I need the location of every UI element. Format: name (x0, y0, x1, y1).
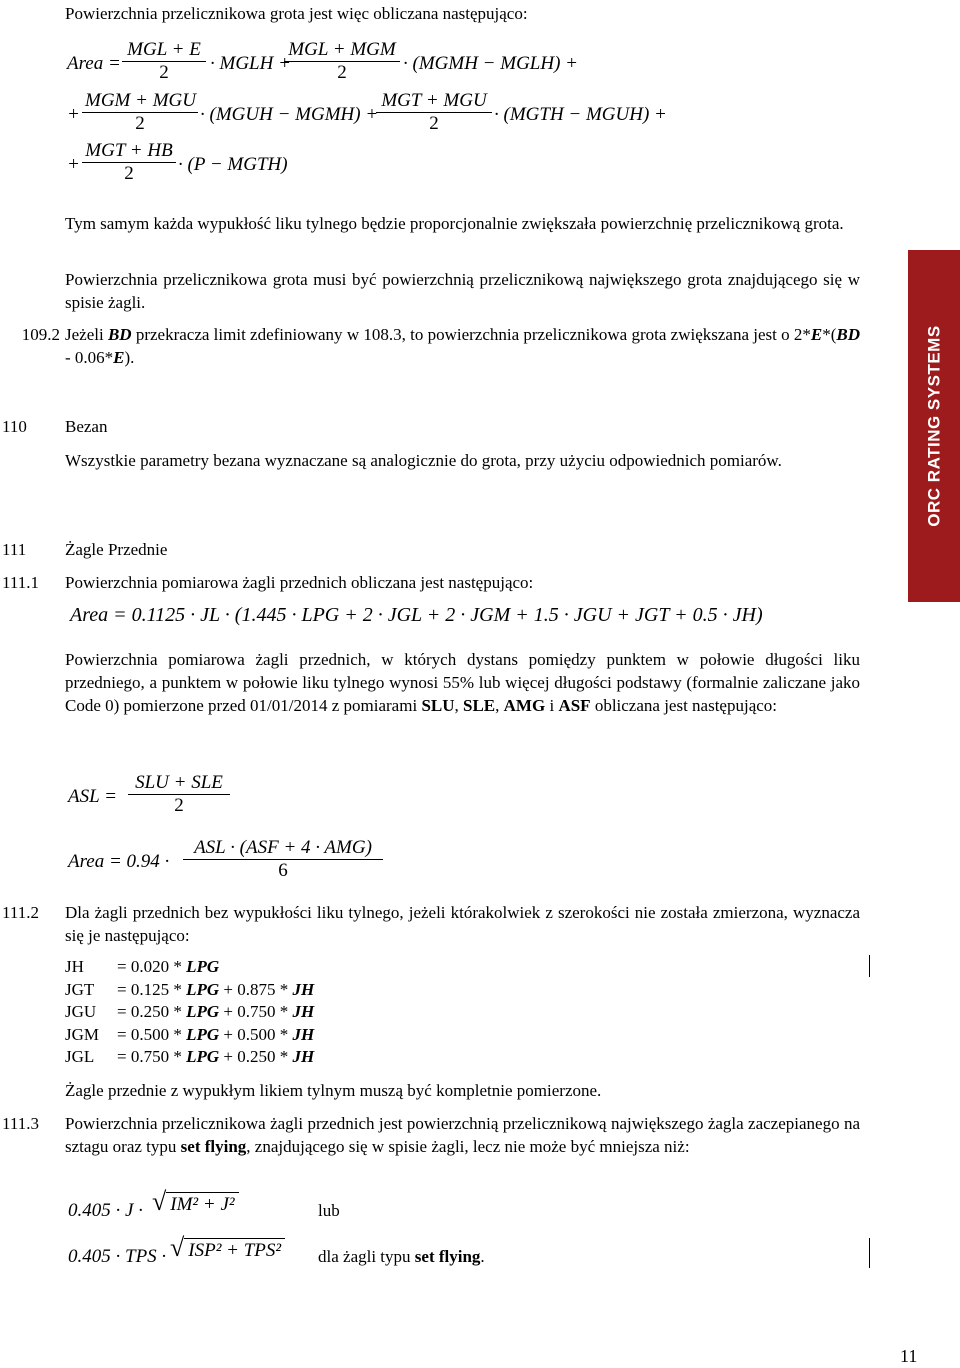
width-label: JGL (65, 1047, 95, 1066)
paragraph-110: Wszystkie parametry bezana wyznaczane są analogicznie do grota, przy użyciu odpowiednich pomiarów. (65, 451, 782, 470)
formula-fraction: MGL + MGM 2 (284, 39, 400, 84)
table-row (65, 1024, 314, 1047)
formula-term: · (P − MGTH) (178, 154, 288, 175)
paragraph-roach-headsails: Żagle przednie z wypukłym likiem tylnym muszą być kompletnie pomierzone. (65, 1081, 602, 1100)
section-number-111-2: 111.2 (2, 903, 39, 922)
formula-fraction: MGL + E 2 (122, 39, 206, 84)
formula-fraction: MGM + MGU 2 (82, 90, 198, 135)
formula-fraction: ASL · (ASF + 4 · AMG) 6 (183, 837, 383, 882)
paragraph-111-3: Powierzchnia przelicznikowa żagli przednich jest powierzchnią przelicznikową największego żagla zaczepianego na sztagu oraz typu set flying, znajdującego się w spisie żagli, lecz nie może być mniejsza niż: (65, 1114, 860, 1156)
paragraph-code-zero: Powierzchnia pomiarowa żagli przednich, w których dystans pomiędzy punktem w połowie długości liku przedniego, a punktem w połowie liku tylnego wynosi 55% lub więcej długości podstawy (formalnie zaliczane jako Code 0) pomierzone przed 01/01/2014 z pomiarami SLU, SLE, AMG i ASF obliczana jest następująco: (65, 650, 860, 715)
section-title-110: Bezan (65, 417, 108, 436)
change-bar (869, 955, 870, 977)
formula-lhs: Area = (67, 53, 121, 74)
width-formula: = 0.750 * LPG + 0.250 * JH (117, 1047, 315, 1066)
square-root: √ ISP² + TPS² (170, 1236, 285, 1262)
formula-fraction: MGT + MGU 2 (376, 90, 492, 135)
paragraph-111-1: Powierzchnia pomiarowa żagli przednich obliczana jest następująco: (65, 573, 534, 592)
section-number-111-3: 111.3 (2, 1114, 39, 1133)
width-label: JH (65, 957, 84, 976)
paragraph-109-2: Jeżeli BD przekracza limit zdefiniowany w 108.3, to powierzchnia przelicznikowa grota zwiększana jest o 2*E*(BD - 0.06*E). (65, 325, 860, 367)
formula-suffix: dla żagli typu set flying. (318, 1247, 485, 1266)
formula-lhs: Area = 0.94 · (68, 851, 170, 872)
paragraph-roach: Tym samym każda wypukłość liku tylnego będzie proporcjonalnie zwiększała powierzchnię przelicznikową grota. (65, 214, 844, 233)
table-row (65, 956, 314, 979)
headsail-area-formula: Area = 0.1125 · JL · (1.445 · LPG + 2 · JGL + 2 · JGM + 1.5 · JGU + JGT + 0.5 · JH) (70, 604, 763, 626)
paragraph-largest-mainsail: Powierzchnia przelicznikowa grota musi być powierzchnią przelicznikową największego grota znajdującego się w spisie żagli. (65, 270, 860, 312)
headsail-widths-table (65, 956, 314, 1069)
orc-sidebar (908, 250, 960, 602)
formula-suffix: lub (318, 1201, 340, 1220)
formula-lhs: ASL = (68, 786, 117, 807)
section-number-110: 110 (2, 417, 27, 436)
section-title-111: Żagle Przednie (65, 540, 168, 559)
width-formula: = 0.250 * LPG + 0.750 * JH (117, 1002, 315, 1021)
formula-term: 0.405 · TPS · (68, 1246, 167, 1267)
width-formula: = 0.500 * LPG + 0.500 * JH (117, 1024, 315, 1044)
formula-term: · (MGMH − MGLH) + (403, 53, 578, 74)
width-formula: = 0.125 * LPG + 0.875 * JH (117, 979, 315, 999)
formula-fraction: SLU + SLE 2 (128, 772, 230, 817)
sidebar-label: ORC RATING SYSTEMS (924, 325, 944, 527)
table-row (65, 979, 314, 1002)
section-number-111: 111 (2, 540, 27, 559)
square-root: √ IM² + J² (152, 1190, 239, 1216)
page-number: 11 (900, 1346, 918, 1366)
formula-fraction: MGT + HB 2 (82, 140, 176, 185)
section-number-111-1: 111.1 (2, 573, 39, 592)
width-label: JGM (65, 1024, 100, 1044)
change-bar (869, 1238, 870, 1268)
formula-lead: + (67, 154, 80, 175)
width-label: JGT (65, 979, 95, 999)
formula-term: · (MGTH − MGUH) + (494, 104, 667, 125)
formula-term: · MGLH + (210, 53, 291, 74)
table-row (65, 1046, 314, 1069)
formula-term: · (MGUH − MGMH) + (200, 104, 379, 125)
width-formula: = 0.020 * LPG (117, 957, 220, 976)
paragraph-111-2: Dla żagli przednich bez wypukłości liku tylnego, jeżeli którakolwiek z szerokości nie została zmierzona, wyznacza się je następująco: (65, 903, 860, 945)
formula-term: 0.405 · J · (68, 1200, 143, 1221)
intro-text: Powierzchnia przelicznikowa grota jest więc obliczana następująco: (65, 4, 528, 23)
width-label: JGU (65, 1002, 97, 1021)
section-number-109-2: 109.2 (21, 325, 60, 344)
table-row (65, 1001, 314, 1024)
formula-lead: + (67, 104, 80, 125)
